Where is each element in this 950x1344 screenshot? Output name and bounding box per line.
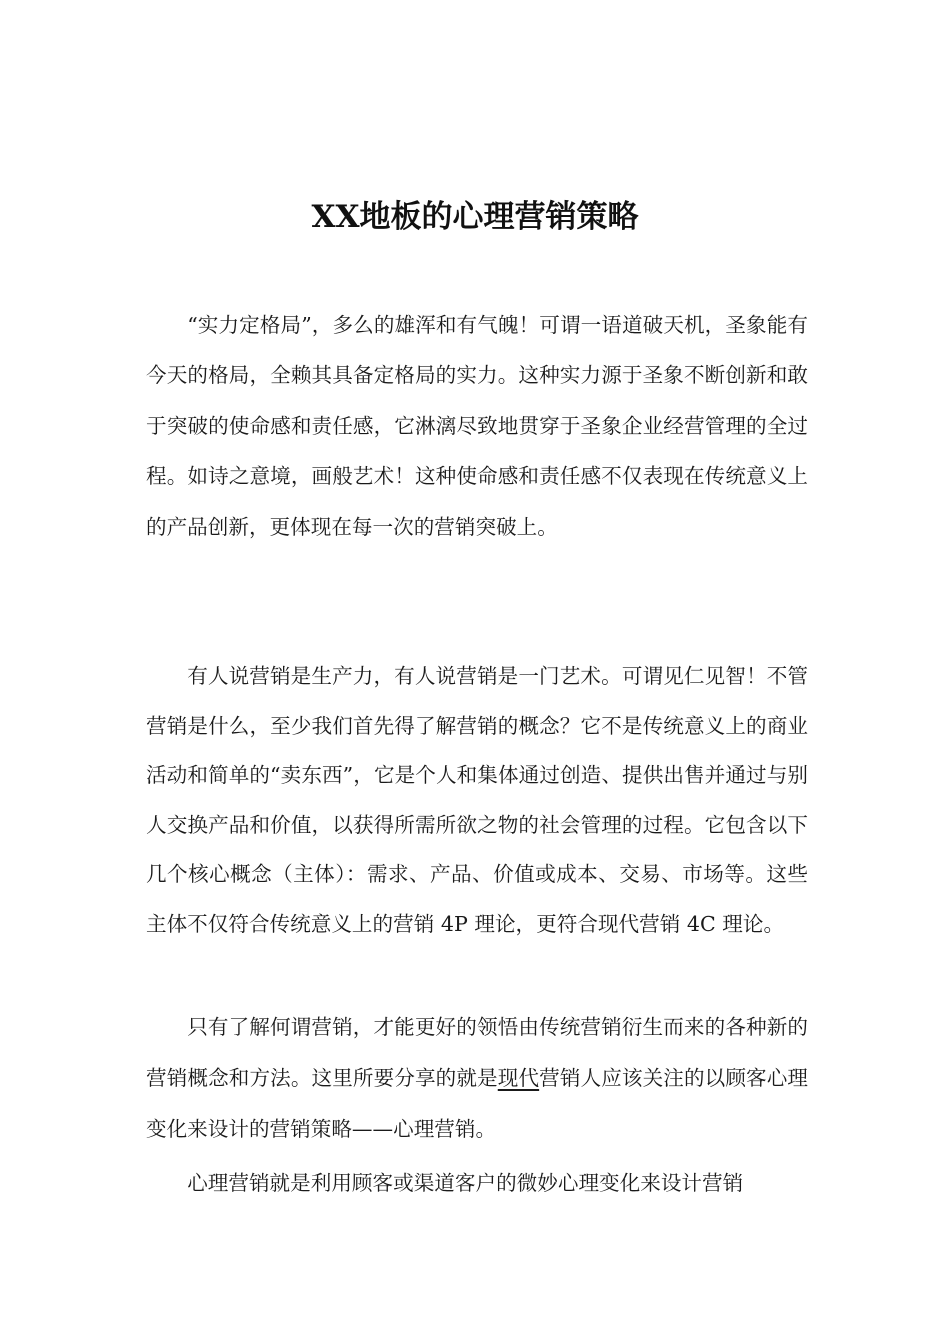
paragraph-1 xyxy=(146,300,808,552)
paragraph-2 xyxy=(146,652,808,950)
paragraph-1-text: “实力定格局”，多么的雄浑和有气魄！可谓一语道破天机，圣象能有今天的格局，全赖其具备定格局的实力。这种实力源于圣象不断创新和敢于突破的使命感和责任感，它淋漓尽致地贯穿于圣象企业经营管理的全过程。如诗之意境，画般艺术！这种使命感和责任感不仅表现在传统意义上的产品创新，更体现在每一次的营销突破上。 xyxy=(146,313,808,539)
paragraph-3-text xyxy=(146,1002,808,1155)
paragraph-3 xyxy=(146,1002,808,1155)
document-title: XX地板的心理营销策略 xyxy=(311,199,639,235)
paragraph-3-after: 营销人应该关注的以顾客心理变化来设计的营销策略——心理营销。 xyxy=(146,1066,809,1141)
underlined-word: 现代 xyxy=(497,1066,540,1090)
paragraph-3-before: 只有了解何谓营销，才能更好的领悟由传统营销衍生而来的各种新的营销概念和方法。这里所要分享的就是 xyxy=(146,1015,808,1090)
paragraph-2-text xyxy=(146,652,808,950)
paragraph-4 xyxy=(146,1158,808,1209)
paragraph-4-text: 心理营销就是利用顾客或渠道客户的微妙心理变化来设计营销 xyxy=(187,1171,744,1195)
paragraph-2-lead: 有人说营销是生产力，有人说营销是一门艺术。可谓见仁见智！不管营销是什么，至少我们首先得了解营 xyxy=(146,664,808,738)
paragraph-2-rest: 销的概念？它不是传统意义上的商业活动和简单的“卖东西”，它是个人和集体通过创造、提供出售并通过与别人交换产品和价值，以获得所需所欲之物的社会管理的过程。它包含以下几个核心概念（主体）：需求、产品、价值或成本、交易、市场等。这些主体不仅符合传统意义上的营销 4P 理论，更符合现代营销 4C 理论。 xyxy=(146,713,808,936)
